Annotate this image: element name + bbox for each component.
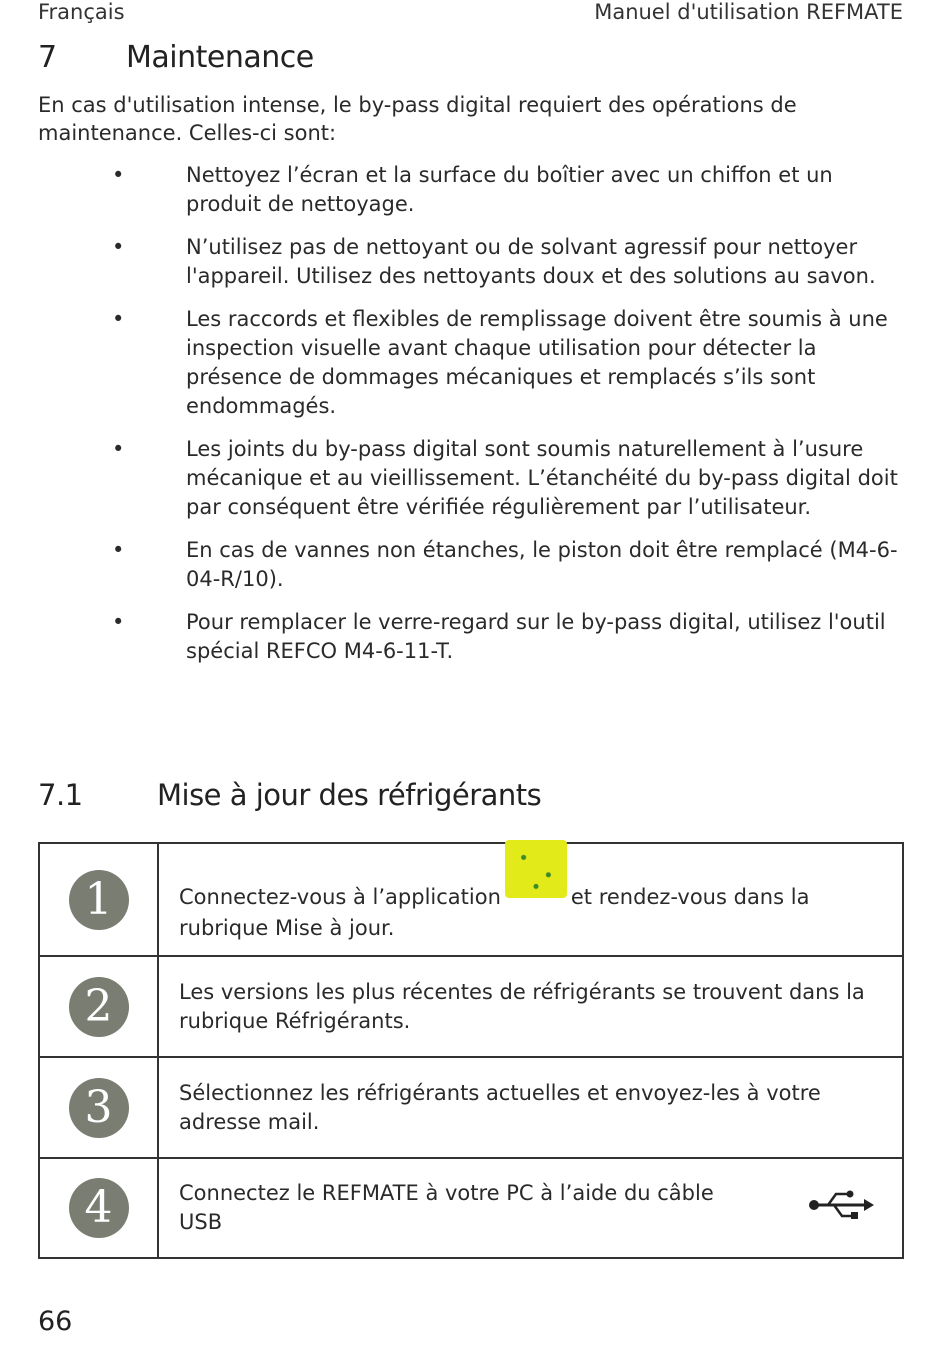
step-text-cell: Sélectionnez les réfrigérants actuelles et envoyez-les à votre adresse mail. — [158, 1057, 903, 1158]
section-intro: En cas d'utilisation intense, le by-pass digital requiert des opérations de maintenance. Celles-ci sont: — [38, 93, 797, 145]
list-item: • Pour remplacer le verre-regard sur le by-pass digital, utilisez l'outil spécial REFCO M4-6-11-T. — [112, 610, 886, 663]
bullet-icon: • — [112, 163, 125, 187]
usb-icon — [808, 1185, 874, 1225]
step-number-badge: 2 — [69, 977, 129, 1037]
page-number: 66 — [38, 1306, 73, 1337]
section-title: Maintenance — [126, 40, 314, 75]
maintenance-list — [0, 161, 950, 680]
bullet-icon: • — [112, 437, 125, 461]
table-row — [39, 1057, 903, 1158]
section-number: 7 — [38, 40, 57, 75]
step-number-badge: 3 — [69, 1078, 129, 1138]
section-heading — [38, 40, 314, 75]
list-item: • Les raccords et flexibles de remplissage doivent être soumis à une inspection visuelle avant chaque utilisation pour détecter la présence de dommages mécaniques et remplacés s’ils sont endommagés. — [112, 307, 888, 418]
step-number-cell — [39, 843, 158, 956]
step-number-cell — [39, 1057, 158, 1158]
list-item: • Nettoyez l’écran et la surface du boîtier avec un chiffon et un produit de nettoyage. — [112, 163, 833, 216]
list-item: • Les joints du by-pass digital sont soumis naturellement à l’usure mécanique et au vieillissement. L’étanchéité du by-pass digital doit par conséquent être vérifiée régulièrement par l’utilisateur. — [112, 437, 898, 519]
table-row — [39, 843, 903, 956]
table-row — [39, 1158, 903, 1258]
step-number-cell — [39, 956, 158, 1057]
subsection-heading — [38, 778, 541, 812]
update-steps-table — [38, 842, 904, 1259]
step-text-cell: Connectez le REFMATE à votre PC à l’aide du câble USB — [158, 1158, 903, 1258]
list-item: • En cas de vannes non étanches, le piston doit être remplacé (M4-6-04-R/10). — [112, 538, 898, 591]
bullet-icon: • — [112, 235, 125, 259]
step-number-badge: 4 — [69, 1178, 129, 1238]
bullet-icon: • — [112, 610, 125, 634]
header-manual-title: Manuel d'utilisation REFMATE — [594, 0, 903, 24]
header-language: Français — [38, 0, 125, 24]
bullet-icon: • — [112, 307, 125, 331]
subsection-title: Mise à jour des réfrigérants — [157, 778, 542, 812]
subsection-number: 7.1 — [38, 778, 83, 812]
step-text-cell: Connectez-vous à l’application et rendez-vous dans la rubrique Mise à jour. — [158, 843, 903, 956]
step-number-badge: 1 — [69, 870, 129, 930]
step-number-cell — [39, 1158, 158, 1258]
app-qr-icon — [505, 840, 567, 898]
step-text-cell: Les versions les plus récentes de réfrigérants se trouvent dans la rubrique Réfrigérants. — [158, 956, 903, 1057]
table-row — [39, 956, 903, 1057]
bullet-icon: • — [112, 538, 125, 562]
list-item: • N’utilisez pas de nettoyant ou de solvant agressif pour nettoyer l'appareil. Utilisez des nettoyants doux et des solutions au savon. — [112, 235, 876, 288]
